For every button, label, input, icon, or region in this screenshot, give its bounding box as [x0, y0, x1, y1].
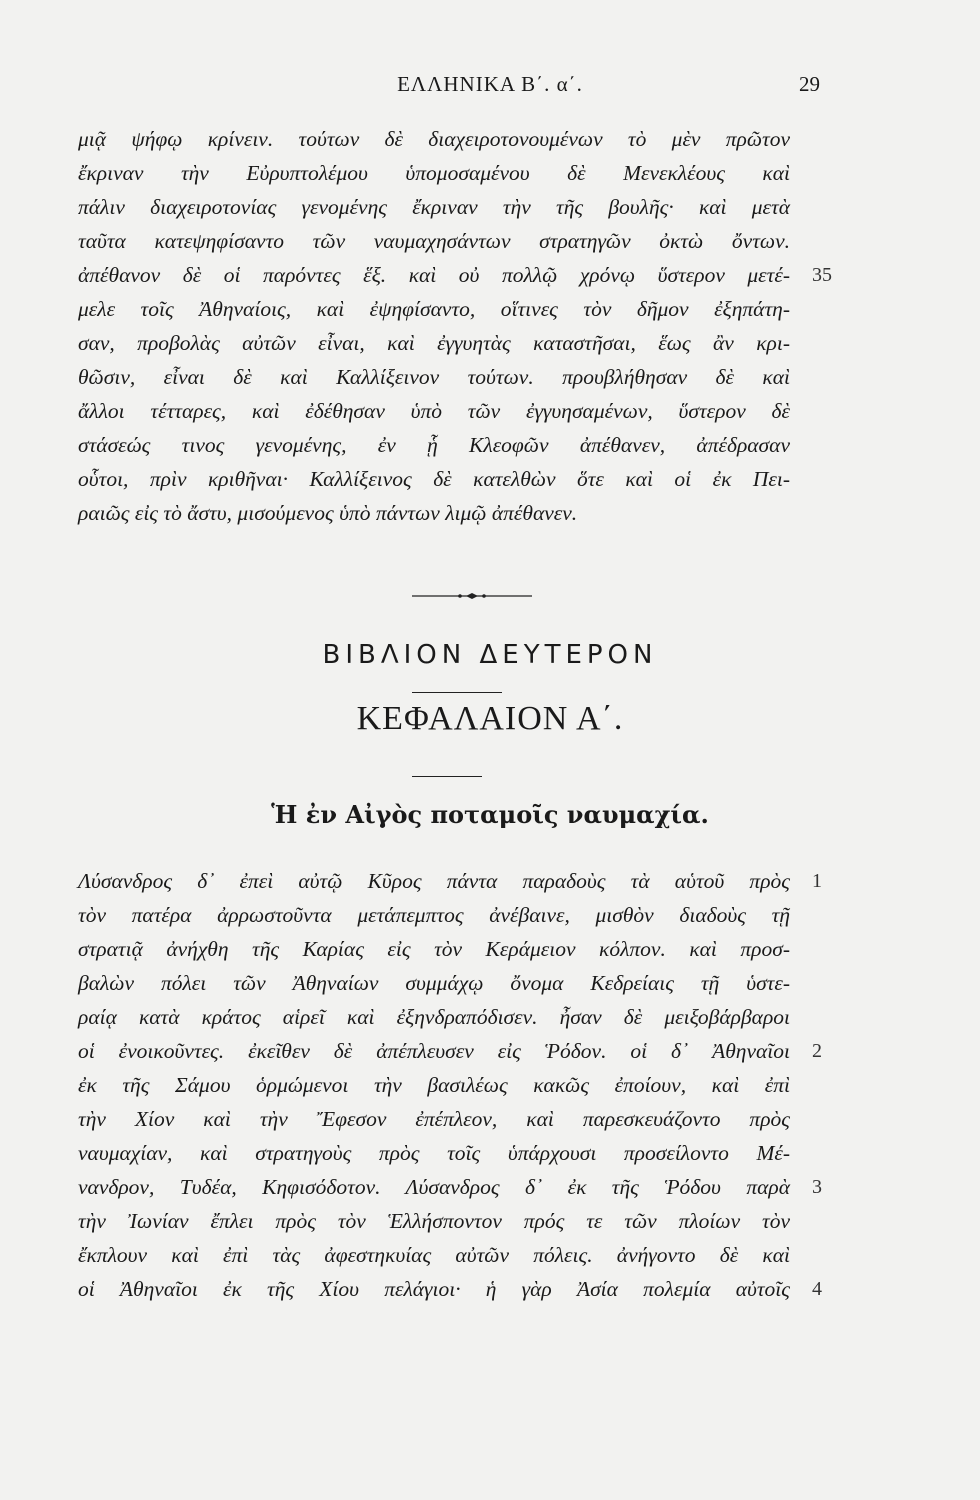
- text-line: μιᾷ ψήφῳ κρίνειν. τούτων δὲ διαχειροτονουμένων τὸ μὲν πρῶτον: [78, 127, 790, 151]
- text-line: ραίᾳ κατὰ κράτος αἱρεῖ καὶ ἐξηνδραπόδισεν. ἦσαν δὲ μειξοβάρβαροι: [78, 1005, 790, 1029]
- text-block-previous-book: [78, 122, 832, 530]
- section-title: Ἡ ἐν Αἰγὸς ποταμοῖς ναυμαχία.: [271, 800, 709, 829]
- text-line: τὴν Ἰωνίαν ἔπλει πρὸς τὸν Ἑλλήσποντον πρός τε τῶν πλοίων τὸν: [78, 1209, 790, 1233]
- text-line: Λύσανδρος δ᾽ ἐπεὶ αὐτῷ Κῦρος πάντα παραδοὺς τὰ αὑτοῦ πρὸς 1: [78, 864, 790, 898]
- text-line: σαν, προβολὰς αὐτῶν εἶναι, καὶ ἐγγυητὰς καταστῆσαι, ἕως ἂν κρι-: [78, 331, 790, 355]
- section-number-marker: 2: [812, 1040, 822, 1062]
- text-line: οἱ ἐνοικοῦντες. ἐκεῖθεν δὲ ἀπέπλευσεν εἰς Ῥόδον. οἱ δ᾽ Ἀθηναῖοι 2: [78, 1034, 790, 1068]
- text-line: πάλιν διαχειροτονίας γενομένης ἔκριναν τὴν τῆς βουλῆς· καὶ μετὰ: [78, 195, 790, 219]
- text-line: ἄλλοι τέτταρες, καὶ ἐδέθησαν ὑπὸ τῶν ἐγγυησαμένων, ὕστερον δὲ: [78, 399, 790, 423]
- text-line: ἐκ τῆς Σάμου ὁρμώμενοι τὴν βασιλέως κακῶς ἐποίουν, καὶ ἐπὶ: [78, 1073, 790, 1097]
- text-line: ραιῶς εἰς τὸ ἄστυ, μισούμενος ὑπὸ πάντων λιμῷ ἀπέθανεν.: [78, 501, 578, 525]
- text-line: οἱ Ἀθηναῖοι ἐκ τῆς Χίου πελάγιοι· ἡ γὰρ Ἀσία πολεμία αὐτοῖς 4: [78, 1272, 790, 1306]
- rule-divider: [412, 692, 502, 693]
- text-line: νανδρον, Τυδέα, Κηφισόδοτον. Λύσανδρος δ᾽ ἐκ τῆς Ῥόδου παρὰ 3: [78, 1170, 790, 1204]
- text-line: τὸν πατέρα ἀρρωστοῦντα μετάπεμπτος ἀνέβαινε, μισθὸν διαδοὺς τῇ: [78, 903, 790, 927]
- text-line: στάσεώς τινος γενομένης, ἐν ᾗ Κλεοφῶν ἀπέθανεν, ἀπέδρασαν: [78, 433, 790, 457]
- section-number-marker: 1: [812, 870, 822, 892]
- text-block-chapter: [78, 864, 822, 1306]
- text-line: μελε τοῖς Ἀθηναίοις, καὶ ἐψηφίσαντο, οἵτινες τὸν δῆμον ἐξηπάτη-: [78, 297, 790, 321]
- text-line: θῶσιν, εἶναι δὲ καὶ Καλλίξεινον τούτων. προυβλήθησαν δὲ καὶ: [78, 365, 790, 389]
- text-line: ναυμαχίαν, καὶ στρατηγοὺς πρὸς τοῖς ὑπάρχουσι προσείλοντο Μέ-: [78, 1141, 790, 1165]
- section-number-marker: 4: [812, 1278, 822, 1300]
- running-head: ΕΛΛΗΝΙΚΑ Β΄. α΄.: [397, 72, 583, 96]
- text-line: ταῦτα κατεψηφίσαντο τῶν ναυμαχησάντων στρατηγῶν ὀκτὼ ὄντων.: [78, 229, 790, 253]
- text-line: τὴν Χίον καὶ τὴν Ἔφεσον ἐπέπλεον, καὶ παρεσκευάζοντο πρὸς: [78, 1107, 790, 1131]
- text-line: ἔκπλουν καὶ ἐπὶ τὰς ἀφεστηκυίας αὐτῶν πόλεις. ἀνήγοντο δὲ καὶ: [78, 1243, 790, 1267]
- text-line: ἀπέθανον δὲ οἱ παρόντες ἕξ. καὶ οὐ πολλῷ χρόνῳ ὕστερον μετέ- 35: [78, 258, 790, 292]
- text-line: οὗτοι, πρὶν κριθῆναι· Καλλίξεινος δὲ κατελθὼν ὅτε καὶ οἱ ἐκ Πει-: [78, 467, 790, 491]
- text-line: ἔκριναν τὴν Εὐρυπτολέμου ὑπομοσαμένου δὲ Μενεκλέους καὶ: [78, 161, 790, 185]
- book-title: ΒΙΒΛΙΟΝ ΔΕΥΤΕΡΟΝ: [322, 640, 658, 670]
- text-line: στρατιᾷ ἀνήχθη τῆς Καρίας εἰς τὸν Κεράμειον κόλπον. καὶ προσ-: [78, 937, 790, 961]
- page-number: 29: [799, 72, 820, 96]
- ornament-divider: [412, 591, 532, 601]
- chapter-title: ΚΕΦΑΛΑΙΟΝ Α΄.: [356, 700, 624, 737]
- section-number-marker: 3: [812, 1176, 822, 1198]
- rule-divider: [412, 776, 482, 777]
- text-line: βαλὼν πόλει τῶν Ἀθηναίων συμμάχῳ ὄνομα Κεδρείαις τῇ ὑστε-: [78, 971, 790, 995]
- line-number-marker: 35: [812, 264, 832, 286]
